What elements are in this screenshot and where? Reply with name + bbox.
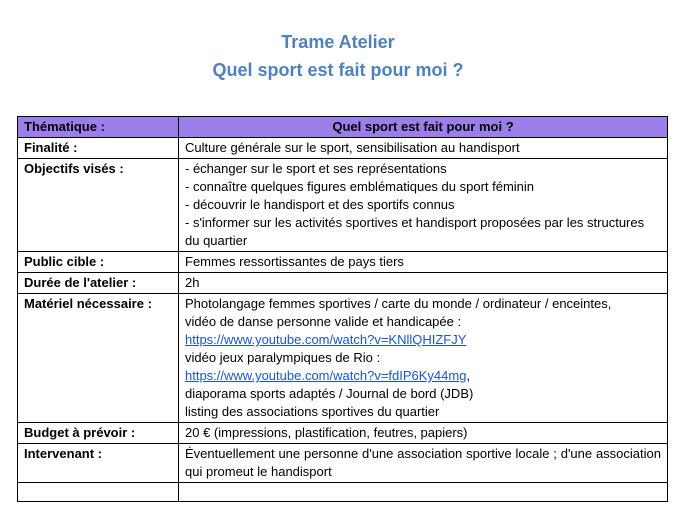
- objectif-item: - échanger sur le sport et ses représentations: [185, 161, 447, 176]
- table-row-public: [18, 252, 668, 273]
- document-subtitle: Quel sport est fait pour moi ?: [212, 60, 464, 80]
- table-row-budget: [18, 423, 668, 444]
- table-row-intervenant: [18, 444, 668, 483]
- duree-label: Durée de l'atelier :: [18, 273, 179, 294]
- finalite-label: Finalité :: [18, 138, 179, 159]
- materiel-line: vidéo jeux paralympiques de Rio :: [185, 350, 381, 365]
- table-row-thematique: [18, 117, 668, 138]
- materiel-line: diaporama sports adaptés / Journal de bord (JDB): [185, 386, 474, 401]
- table-row-finalite: [18, 138, 668, 159]
- materiel-line: Photolangage femmes sportives / carte du monde / ordinateur / enceintes,: [185, 296, 612, 311]
- table-row-partial: [18, 483, 668, 502]
- budget-label: Budget à prévoir :: [18, 423, 179, 444]
- document-title: Trame Atelier: [281, 32, 395, 52]
- materiel-line: listing des associations sportives du quartier: [185, 404, 440, 419]
- video-link-paralympiques[interactable]: https://www.youtube.com/watch?v=fdIP6Ky44mg: [185, 368, 467, 383]
- materiel-value: [179, 294, 668, 423]
- intervenant-label: Intervenant :: [18, 444, 179, 483]
- workshop-table: [17, 116, 668, 502]
- table-row-duree: [18, 273, 668, 294]
- duree-value: 2h: [179, 273, 668, 294]
- public-value: Femmes ressortissantes de pays tiers: [179, 252, 668, 273]
- partial-cell: [179, 483, 668, 502]
- budget-value: 20 € (impressions, plastification, feutres, papiers): [179, 423, 668, 444]
- objectif-item: - découvrir le handisport et des sportifs connus: [185, 197, 455, 212]
- table-row-objectifs: [18, 159, 668, 252]
- table-row-materiel: [18, 294, 668, 423]
- finalite-value: Culture générale sur le sport, sensibilisation au handisport: [179, 138, 668, 159]
- partial-cell: [18, 483, 179, 502]
- objectifs-value: [179, 159, 668, 252]
- objectifs-label: Objectifs visés :: [18, 159, 179, 252]
- materiel-line: vidéo de danse personne valide et handicapée :: [185, 314, 462, 329]
- video-link-danse[interactable]: https://www.youtube.com/watch?v=KNllQHIZFJY: [185, 332, 467, 347]
- objectif-item: - s'informer sur les activités sportives et handisport proposées par les structures du quartier: [185, 215, 645, 248]
- thematique-value: Quel sport est fait pour moi ?: [179, 117, 668, 138]
- thematique-label: Thématique :: [18, 117, 179, 138]
- public-label: Public cible :: [18, 252, 179, 273]
- intervenant-value: Éventuellement une personne d'une association sportive locale ; d'une association qui promeut le handisport: [179, 444, 668, 483]
- objectif-item: - connaître quelques figures emblématiques du sport féminin: [185, 179, 535, 194]
- link-suffix: ,: [466, 368, 471, 383]
- materiel-label: Matériel nécessaire :: [18, 294, 179, 423]
